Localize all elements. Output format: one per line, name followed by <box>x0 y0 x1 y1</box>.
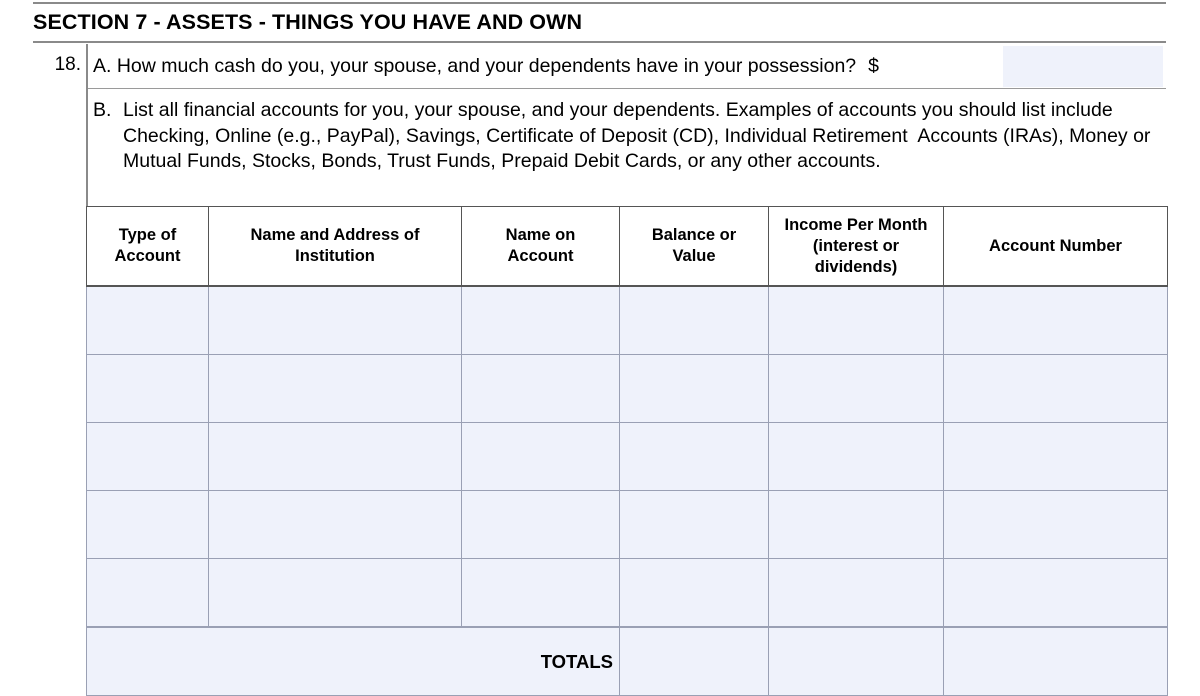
input-name-on-account-1[interactable] <box>462 287 619 354</box>
cash-on-hand-input[interactable] <box>1003 46 1163 87</box>
cell-institution[interactable] <box>209 423 462 491</box>
input-balance-1[interactable] <box>620 287 768 354</box>
input-totals-account-number[interactable] <box>944 628 1167 695</box>
cell-account-number[interactable] <box>944 559 1168 628</box>
cell-account-number[interactable] <box>944 423 1168 491</box>
cell-institution[interactable] <box>209 355 462 423</box>
cell-type-of-account[interactable] <box>87 491 209 559</box>
table-row <box>87 423 1168 491</box>
section-title: SECTION 7 - ASSETS - THINGS YOU HAVE AND OWN <box>33 9 583 34</box>
input-totals-balance[interactable] <box>620 628 768 695</box>
cell-income-per-month[interactable] <box>769 286 944 355</box>
cell-institution[interactable] <box>209 559 462 628</box>
totals-label: TOTALS <box>87 627 620 696</box>
question-b-label: B. <box>93 99 112 121</box>
input-income-3[interactable] <box>769 423 943 490</box>
item-number-18: 18. <box>54 54 81 75</box>
input-account-number-3[interactable] <box>944 423 1167 490</box>
cell-type-of-account[interactable] <box>87 559 209 628</box>
table-row <box>87 286 1168 355</box>
input-institution-5[interactable] <box>209 559 461 626</box>
input-type-of-account-1[interactable] <box>87 287 208 354</box>
input-institution-1[interactable] <box>209 287 461 354</box>
cell-account-number[interactable] <box>944 491 1168 559</box>
input-account-number-5[interactable] <box>944 559 1167 626</box>
cell-name-on-account[interactable] <box>462 286 620 355</box>
cell-name-on-account[interactable] <box>462 355 620 423</box>
cell-institution[interactable] <box>209 286 462 355</box>
input-balance-4[interactable] <box>620 491 768 558</box>
input-name-on-account-4[interactable] <box>462 491 619 558</box>
question-a-divider <box>88 88 1166 89</box>
cell-name-on-account[interactable] <box>462 491 620 559</box>
input-balance-5[interactable] <box>620 559 768 626</box>
cell-account-number[interactable] <box>944 355 1168 423</box>
cell-type-of-account[interactable] <box>87 286 209 355</box>
input-balance-3[interactable] <box>620 423 768 490</box>
cell-type-of-account[interactable] <box>87 355 209 423</box>
question-a-text <box>93 44 879 89</box>
input-type-of-account-2[interactable] <box>87 355 208 422</box>
input-name-on-account-5[interactable] <box>462 559 619 626</box>
input-type-of-account-4[interactable] <box>87 491 208 558</box>
input-income-4[interactable] <box>769 491 943 558</box>
cell-income-per-month[interactable] <box>769 423 944 491</box>
cell-account-number[interactable] <box>944 286 1168 355</box>
column-header-account-number: Account Number <box>944 207 1168 287</box>
input-account-number-1[interactable] <box>944 287 1167 354</box>
input-income-5[interactable] <box>769 559 943 626</box>
input-account-number-4[interactable] <box>944 491 1167 558</box>
table-body <box>87 286 1168 696</box>
input-institution-4[interactable] <box>209 491 461 558</box>
cell-balance-or-value[interactable] <box>620 559 769 628</box>
input-institution-2[interactable] <box>209 355 461 422</box>
input-type-of-account-3[interactable] <box>87 423 208 490</box>
input-name-on-account-3[interactable] <box>462 423 619 490</box>
cell-balance-or-value[interactable] <box>620 355 769 423</box>
input-income-1[interactable] <box>769 287 943 354</box>
input-totals-income[interactable] <box>769 628 943 695</box>
table-header <box>87 207 1168 287</box>
cell-totals-account-number[interactable] <box>944 627 1168 696</box>
cell-name-on-account[interactable] <box>462 559 620 628</box>
input-name-on-account-2[interactable] <box>462 355 619 422</box>
cell-institution[interactable] <box>209 491 462 559</box>
input-account-number-2[interactable] <box>944 355 1167 422</box>
cell-balance-or-value[interactable] <box>620 491 769 559</box>
table-row <box>87 559 1168 628</box>
question-a-row <box>88 44 1166 89</box>
column-header-institution: Name and Address of Institution <box>209 207 462 287</box>
table-row <box>87 355 1168 423</box>
input-institution-3[interactable] <box>209 423 461 490</box>
financial-accounts-table <box>86 206 1168 696</box>
dollar-sign-icon: $ <box>868 55 879 77</box>
cell-totals-balance[interactable] <box>620 627 769 696</box>
column-header-balance-or-value: Balance or Value <box>620 207 769 287</box>
input-income-2[interactable] <box>769 355 943 422</box>
cell-balance-or-value[interactable] <box>620 286 769 355</box>
totals-row <box>87 627 1168 696</box>
cell-totals-income[interactable] <box>769 627 944 696</box>
input-balance-2[interactable] <box>620 355 768 422</box>
cell-type-of-account[interactable] <box>87 423 209 491</box>
cell-income-per-month[interactable] <box>769 491 944 559</box>
question-b-text: List all financial accounts for you, your spouse, and your dependents. Examples of accounts you should list include Checking, Online (e.g., PayPal), Savings, Certificate of Deposit (CD), Individual Retirement Accounts (IRAs), Money or Mutual Funds, Stocks, Bonds, Trust Funds, Prepaid Debit Cards, or any other accounts. <box>123 99 1156 172</box>
question-a-label: A. How much cash do you, your spouse, and your dependents have in your possession? <box>93 55 857 77</box>
table-row <box>87 491 1168 559</box>
column-header-income-per-month: Income Per Month (interest or dividends) <box>769 207 944 287</box>
input-type-of-account-5[interactable] <box>87 559 208 626</box>
section-bottom-divider <box>33 41 1166 43</box>
question-b-block <box>93 98 1168 175</box>
table-header-row <box>87 207 1168 287</box>
cell-income-per-month[interactable] <box>769 355 944 423</box>
cell-name-on-account[interactable] <box>462 423 620 491</box>
cell-balance-or-value[interactable] <box>620 423 769 491</box>
column-header-name-on-account: Name on Account <box>462 207 620 287</box>
column-header-type-of-account: Type of Account <box>87 207 209 287</box>
cell-income-per-month[interactable] <box>769 559 944 628</box>
